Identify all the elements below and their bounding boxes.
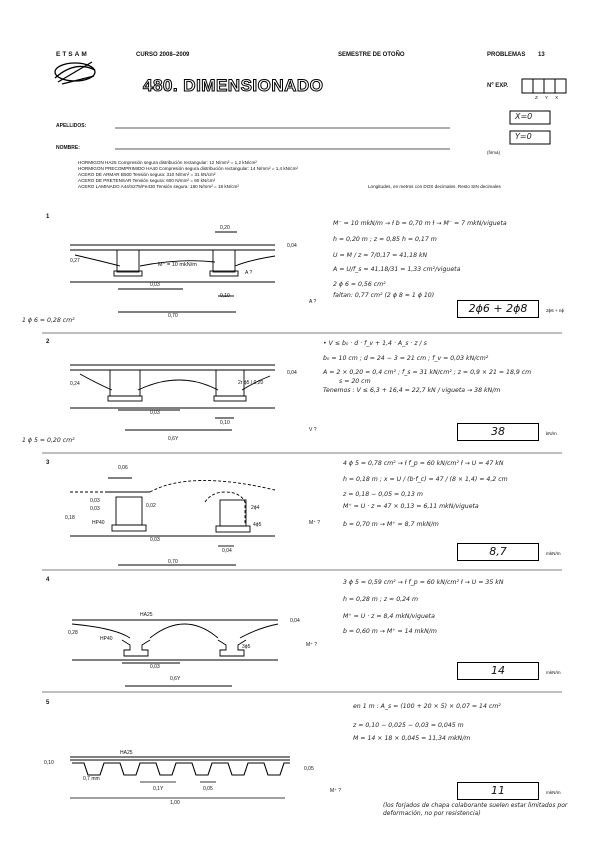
etsam-logo [55, 62, 95, 84]
dim-label: 0,10 [220, 420, 230, 426]
hand-line: M⁻ = 10 mkN/m → ł b = 0,70 m ł → M⁻ = 7 mkN/vigueta [333, 220, 507, 227]
hand-line: h = 0,18 m ; x = U / (b·f_c) = 47 / (8 × 1,4) = 4,2 cm [343, 476, 508, 483]
dim-label: 0,70 [168, 313, 178, 319]
question-label: A ? [309, 299, 317, 305]
question-label: V ? [309, 427, 317, 433]
problem-5-drawing [70, 757, 290, 798]
answer-unit: mkN/m [546, 670, 561, 675]
material-line: ACERO DE PRETENSAR Tensión segura: 600 N/mm² = 60 kN/cm² [78, 178, 216, 183]
hand-x: X=0 [515, 112, 533, 121]
problem-2-drawing [70, 365, 275, 430]
problem-number: 4 [46, 577, 50, 583]
dim-label: 0,03 [150, 537, 160, 543]
moment-label: M⁻ = 10 mkN/m [158, 262, 197, 268]
dim-label: 0,20 [220, 225, 230, 231]
hand-line: en 1 m : A_s = (100 + 20 × 5) × 0,07 = 14 cm² [353, 703, 501, 710]
hand-line: M = 14 × 18 × 0,045 = 11,34 mkN/m [353, 735, 471, 742]
dim-label: 0,70 [168, 559, 178, 565]
surname-label: APELLIDOS: [56, 123, 87, 129]
dim-label: 0,28 [68, 630, 78, 636]
handwritten-solution [343, 578, 583, 636]
question-label: M⁺ ? [306, 642, 317, 648]
dim-label: 0,05 [304, 766, 314, 772]
side-note: 1 ϕ 5 = 0,20 cm² [22, 437, 75, 444]
hand-line: U = M / z = 7/0,17 = 41,18 kN [333, 252, 428, 259]
rebar-label: 4ϕ5 [253, 522, 262, 528]
problem-number: 1 [46, 214, 50, 220]
answer-box[interactable]: 2ϕ6 + 2ϕ8 [457, 300, 539, 318]
hand-line: b = 0,70 m → M⁺ = 8,7 mkN/m [343, 521, 439, 528]
rebar-label: 3ϕ5 [242, 644, 251, 650]
rebar-label: 2ϕ4 [251, 505, 260, 511]
answer-unit: 2ϕ6 + nϕ [546, 308, 565, 313]
dim-label: 0,10 [44, 760, 54, 766]
dim-label: 0,03 [150, 664, 160, 670]
hand-line: 3 ϕ 5 = 0,59 cm² → ł f_p = 60 kN/cm² ł → U = 35 kN [343, 579, 504, 586]
answer-box[interactable]: 38 [457, 423, 539, 441]
hand-line: M⁺ = U · z = 8,4 mkN/vigueta [343, 613, 435, 620]
dim-label: 0,04 [222, 548, 232, 554]
units-note: Longitudes, en metros con DOS decimales. Resto SIN decimales [368, 184, 501, 189]
problems-label: PROBLEMAS [487, 52, 526, 58]
answer-unit: kN/m [546, 431, 557, 436]
dim-label: 0,6Y [168, 436, 179, 442]
handwritten-solution [353, 702, 589, 743]
footnote-handwritten: (los forjados de chapa colaborante suelen estar limitados por deformación, no por resistencia) [383, 802, 568, 817]
exp-label: Nº EXP. [487, 83, 509, 89]
dim-label: 0,03 [150, 410, 160, 416]
material-line: HORMIGON PRECOMPRIMIDO HA40 Compresión segura distribución rectangular: 14 N/mm² = 1,4 kN/cm² [78, 166, 298, 171]
signature-label: (firma) [487, 150, 500, 155]
dim-label: 0,02 [146, 503, 156, 509]
semester-label: SEMESTRE DE OTOÑO [338, 52, 405, 58]
material-tag: HP40 [100, 636, 113, 642]
answer-unit: mkN/m [546, 790, 561, 795]
dim-label: 0,6Y [170, 676, 181, 682]
hand-line: M⁺ = U · z = 47 × 0,13 = 6,11 mkN/vigueta [343, 503, 479, 510]
hand-line: Tenemos : V ≤ 6,3 + 16,4 = 22,7 kN / vigueta → 38 kN/m [323, 387, 501, 394]
material-tag: HP40 [92, 520, 105, 526]
exp-sublabel: Z Y X [535, 95, 562, 100]
hand-line: h = 0,20 m ; z ≈ 0,85 h = 0,17 m [333, 236, 437, 243]
dim-label: 0,06 [118, 465, 128, 471]
course-label: CURSO 2008–2009 [136, 52, 190, 58]
dim-label: 0,27 [70, 258, 80, 264]
handwritten-solution [343, 459, 583, 529]
hand-line: 4 ϕ 5 = 0,78 cm² → ł f_p = 60 kN/cm² ł → U = 47 kN [343, 460, 504, 467]
dim-label: 0,03 [90, 506, 100, 512]
dim-label: 0,24 [70, 381, 80, 387]
page-title: 480. DIMENSIONADO [143, 76, 324, 95]
problem-number: 5 [46, 700, 50, 706]
material-line: ACERO LAMINADO A44/S275/Fe430 Tensión segura: 180 N/mm² = 18 kN/cm² [78, 184, 239, 189]
material-line: HORMIGON HA25 Compresión segura distribución rectangular: 12 N/mm² = 1,2 kN/cm² [78, 160, 257, 165]
dim-label: 1,00 [170, 800, 180, 806]
dim-label: 0,03 [150, 282, 160, 288]
dim-label: 0,05 [203, 786, 213, 792]
name-label: NOMBRE: [56, 145, 80, 151]
hand-line: h = 0,28 m ; z ≈ 0,24 m [343, 596, 418, 603]
school-name: ETSAM [56, 51, 89, 58]
question-label: M⁺ ? [330, 788, 341, 794]
handwritten-solution [323, 339, 585, 395]
hand-line: A = U/f_s = 41,18/31 = 1,33 cm²/vigueta [333, 266, 461, 273]
handwritten-solution [333, 219, 583, 300]
hand-line: A = 2 × 0,20 = 0,4 cm² ; f_s = 31 kN/cm² ; z = 0,9 × 21 = 18,9 cm [323, 369, 532, 376]
hand-line: z = 0,18 − 0,05 = 0,13 m [343, 491, 423, 498]
material-tag: HA25 [140, 612, 153, 618]
stirrup-label: 2r ϕ5 / 0,20 [238, 380, 264, 386]
dim-label: 0,04 [287, 370, 297, 376]
problems-number: 13 [538, 52, 545, 58]
material-tag: HA25 [120, 750, 133, 756]
dim-label: 0,04 [290, 618, 300, 624]
hand-y: Y=0 [515, 132, 532, 141]
side-note: 1 ϕ 6 = 0,28 cm² [22, 317, 75, 324]
answer-box[interactable]: 8,7 [457, 543, 539, 561]
hand-line: s = 20 cm [339, 378, 371, 385]
dim-label: 0,18 [65, 515, 75, 521]
dim-label: 0,1Y [153, 786, 164, 792]
dim-label: 0,10 [220, 293, 230, 299]
dim-label: 0,7 mm [83, 776, 100, 782]
hand-line: faltan: 0,77 cm² (2 ϕ 8 ≈ 1 ϕ 10) [333, 292, 435, 299]
problem-number: 3 [46, 460, 50, 466]
hand-line: b₀ = 10 cm ; d = 24 − 3 = 21 cm ; f_v = 0,03 kN/cm² [323, 355, 489, 362]
area-question: A ? [245, 270, 253, 276]
dim-label: 0,03 [90, 498, 100, 504]
answer-box[interactable]: 14 [457, 662, 539, 680]
hand-line: 2 ϕ 6 = 0,56 cm² [333, 281, 386, 288]
hand-line: • V ≤ b₀ · d · f_v + 1,4 · A_s · z / s [323, 340, 427, 347]
hand-line: b = 0,60 m → M⁺ = 14 mkN/m [343, 628, 437, 635]
answer-box[interactable]: 11 [457, 782, 539, 800]
problem-number: 2 [46, 339, 50, 345]
question-label: M⁺ ? [309, 520, 320, 526]
hand-line: z = 0,10 − 0,025 − 0,03 = 0,045 m [353, 722, 464, 729]
material-line: ACERO DE ARMAR B500 Tensión segura: 310 N/mm² = 31 kN/cm² [78, 172, 216, 177]
answer-unit: mkN/m [546, 551, 561, 556]
dim-label: 0,04 [287, 243, 297, 249]
